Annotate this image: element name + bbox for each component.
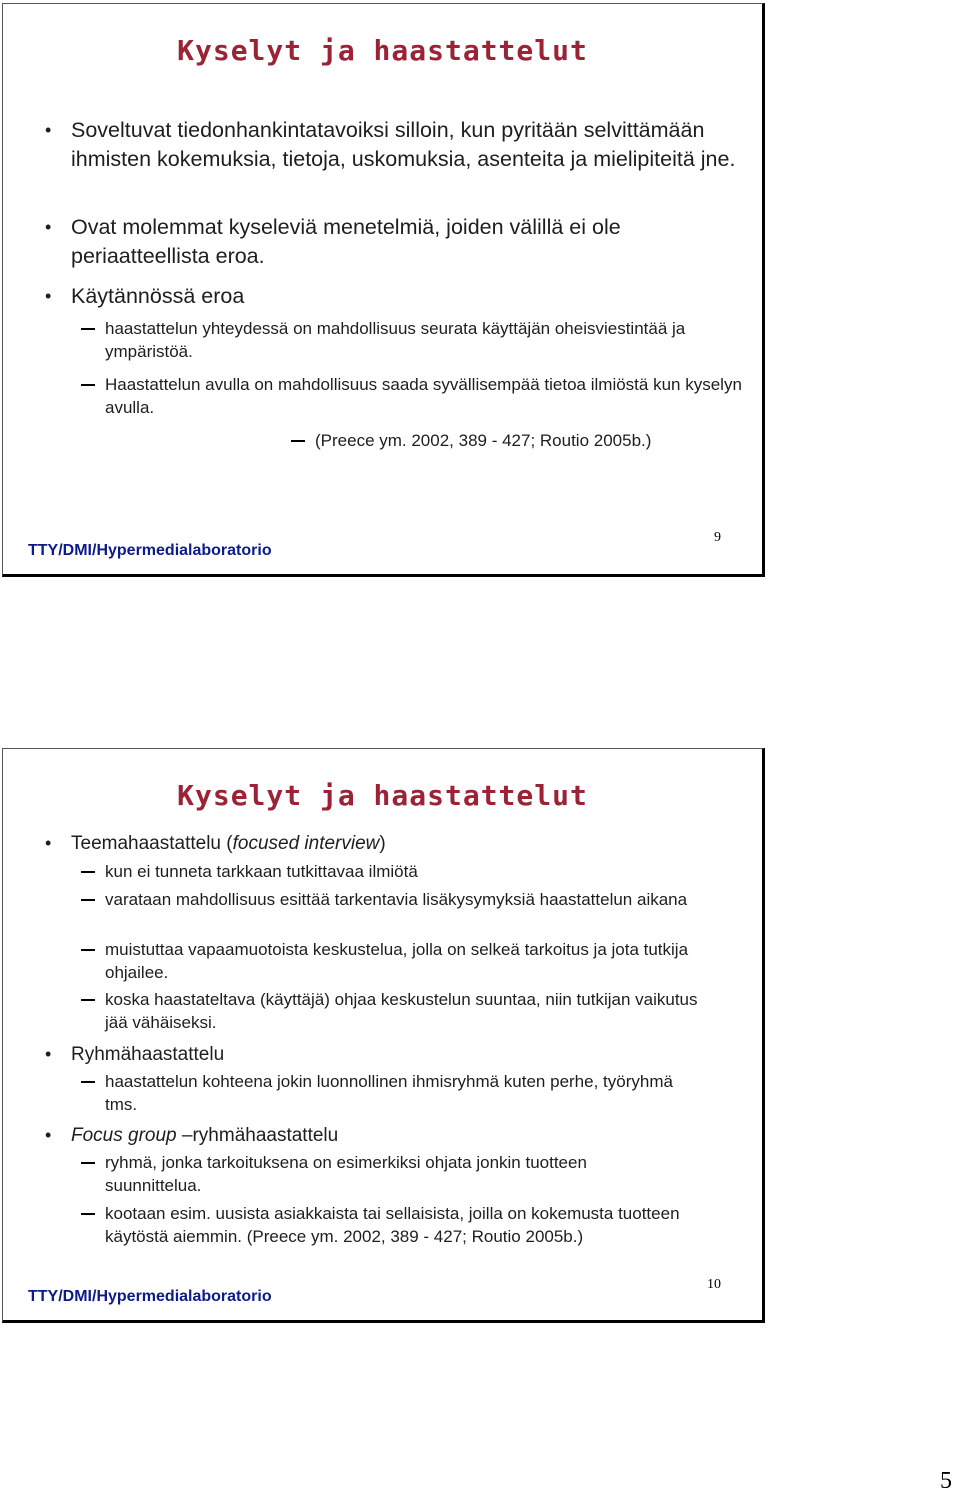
- bullet-item: • Focus group –ryhmähaastattelu: [71, 1121, 751, 1150]
- slide-9: [2, 3, 765, 577]
- slide-number: 10: [707, 1277, 721, 1292]
- sub-bullet-item: haastattelun kohteena jokin luonnollinen ihmisryhmä kuten perhe, työryhmä tms.: [105, 1070, 685, 1116]
- sub-bullet-item: ryhmä, jonka tarkoituksena on esimerkiksi ohjata jonkin tuotteen suunnittelua.: [105, 1151, 685, 1197]
- sub-bullet-item: koska haastateltava (käyttäjä) ohjaa keskustelun suuntaa, niin tutkijan vaikutus jää vähäiseksi.: [105, 988, 715, 1034]
- bullet-item: • Ovat molemmat kyseleviä menetelmiä, joiden välillä ei ole periaatteellista eroa.: [71, 213, 751, 271]
- slide-10: [2, 748, 765, 1323]
- sub-bullet-item: muistuttaa vapaamuotoista keskustelua, jolla on selkeä tarkoitus ja jota tutkija ohjailee.: [105, 938, 720, 984]
- page-number: 5: [940, 1468, 952, 1494]
- bullet-item: • Teemahaastattelu (focused interview): [71, 829, 751, 858]
- slide-title: Kyselyt ja haastattelut: [177, 34, 588, 67]
- bullet-item: • Käytännössä eroa: [71, 282, 751, 311]
- citation: (Preece ym. 2002, 389 - 427; Routio 2005b.): [315, 429, 955, 452]
- sub-bullet-item: kootaan esim. uusista asiakkaista tai sellaisista, joilla on kokemusta tuotteen käytöstä aiemmin. (Preece ym. 2002, 389 - 427; Routio 2005b.): [105, 1202, 745, 1248]
- sub-bullet-item: varataan mahdollisuus esittää tarkentavia lisäkysymyksiä haastattelun aikana: [105, 888, 715, 911]
- bullet-item: • Soveltuvat tiedonhankintatavoiksi silloin, kun pyritään selvittämään ihmisten kokemuksia, tietoja, uskomuksia, asenteita ja mielipiteitä jne.: [71, 116, 751, 174]
- slide-number: 9: [714, 530, 721, 545]
- slide-title: Kyselyt ja haastattelut: [177, 779, 588, 812]
- footer-label: TTY/DMI/Hypermedialaboratorio: [28, 542, 272, 559]
- bullet-item: • Ryhmähaastattelu: [71, 1040, 751, 1069]
- sub-bullet-item: Haastattelun avulla on mahdollisuus saada syvällisempää tietoa ilmiöstä kun kyselyn avulla.: [105, 373, 745, 419]
- sub-bullet-item: kun ei tunneta tarkkaan tutkittavaa ilmiötä: [105, 860, 745, 883]
- footer-label: TTY/DMI/Hypermedialaboratorio: [28, 1288, 272, 1305]
- sub-bullet-item: haastattelun yhteydessä on mahdollisuus seurata käyttäjän oheisviestintää ja ympäristöä.: [105, 317, 745, 363]
